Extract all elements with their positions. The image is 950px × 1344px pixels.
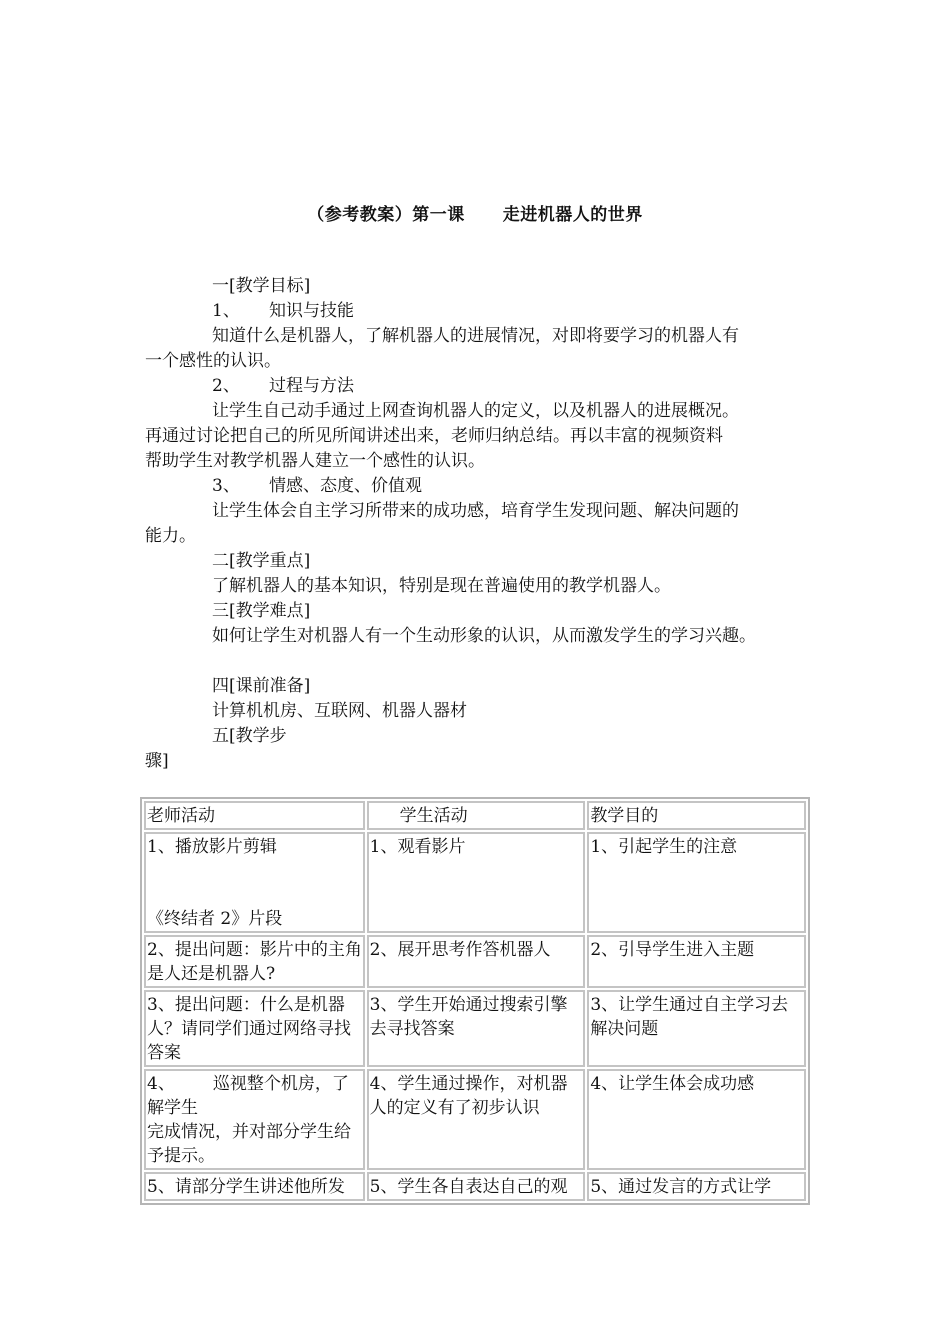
cell-student: 5、学生各自表达自己的观 (367, 1172, 586, 1201)
cell-teacher: 1、播放影片剪辑 《终结者 2》片段 (144, 832, 365, 933)
cell-purpose: 2、引导学生进入主题 (587, 935, 806, 988)
teaching-steps-table (140, 797, 810, 1205)
cell-teacher: 5、请部分学生讲述他所发 (144, 1172, 365, 1201)
section-steps-heading-cont: 骤] (145, 751, 169, 771)
section-goals-heading: 一[教学目标] (212, 276, 311, 296)
cell-teacher: 3、提出问题：什么是机器人？请同学们通过网络寻找答案 (144, 990, 365, 1067)
goal-2-text-cont2: 帮助学生对教学机器人建立一个感性的认识。 (145, 451, 485, 471)
preparation-text: 计算机机房、互联网、机器人器材 (212, 701, 467, 721)
section-key-points-heading: 二[教学重点] (212, 551, 311, 571)
table-row (144, 1172, 806, 1201)
table-row (144, 990, 806, 1067)
goal-1-text-cont: 一个感性的认识。 (145, 351, 281, 371)
goal-3-text-cont: 能力。 (145, 526, 196, 546)
goal-3-heading: 3、 情感、态度、价值观 (212, 476, 422, 496)
difficulties-text: 如何让学生对机器人有一个生动形象的认识，从而激发学生的学习兴趣。 (212, 626, 756, 646)
page-title (0, 200, 950, 225)
goal-1-heading: 1、 知识与技能 (212, 301, 354, 321)
key-points-text: 了解机器人的基本知识，特别是现在普遍使用的教学机器人。 (212, 576, 671, 596)
cell-teacher: 2、提出问题：影片中的主角是人还是机器人? (144, 935, 365, 988)
cell-purpose: 1、引起学生的注意 (587, 832, 806, 933)
title-lesson: （参考教案）第一课 (307, 205, 465, 225)
goal-2-heading: 2、 过程与方法 (212, 376, 354, 396)
header-teaching-purpose: 教学目的 (587, 801, 806, 830)
goal-2-text-cont: 再通过讨论把自己的所见所闻讲述出来，老师归纳总结。再以丰富的视频资料 (145, 426, 723, 446)
cell-student: 4、学生通过操作，对机器人的定义有了初步认识 (367, 1069, 586, 1170)
header-teacher-activity: 老师活动 (144, 801, 365, 830)
table-row (144, 935, 806, 988)
header-student-activity: 学生活动 (367, 801, 586, 830)
section-preparation-heading: 四[课前准备] (212, 676, 311, 696)
goal-1-text: 知道什么是机器人，了解机器人的进展情况，对即将要学习的机器人有 (212, 326, 739, 346)
cell-purpose: 5、通过发言的方式让学 (587, 1172, 806, 1201)
table-row (144, 832, 806, 933)
goal-3-text: 让学生体会自主学习所带来的成功感，培育学生发现问题、解决问题的 (212, 501, 739, 521)
goal-2-text: 让学生自己动手通过上网查询机器人的定义，以及机器人的进展概况。 (212, 401, 739, 421)
table-row (144, 1069, 806, 1170)
cell-purpose: 4、让学生体会成功感 (587, 1069, 806, 1170)
section-difficulties-heading: 三[教学难点] (212, 601, 311, 621)
table-header-row (144, 801, 806, 830)
cell-student: 3、学生开始通过搜索引擎去寻找答案 (367, 990, 586, 1067)
cell-teacher: 4、 巡视整个机房，了解学生 完成情况，并对部分学生给予提示。 (144, 1069, 365, 1170)
cell-purpose: 3、让学生通过自主学习去解决问题 (587, 990, 806, 1067)
cell-student: 1、观看影片 (367, 832, 586, 933)
cell-student: 2、展开思考作答机器人 (367, 935, 586, 988)
title-topic: 走进机器人的世界 (502, 205, 643, 225)
section-steps-heading: 五[教学步 (212, 726, 287, 746)
